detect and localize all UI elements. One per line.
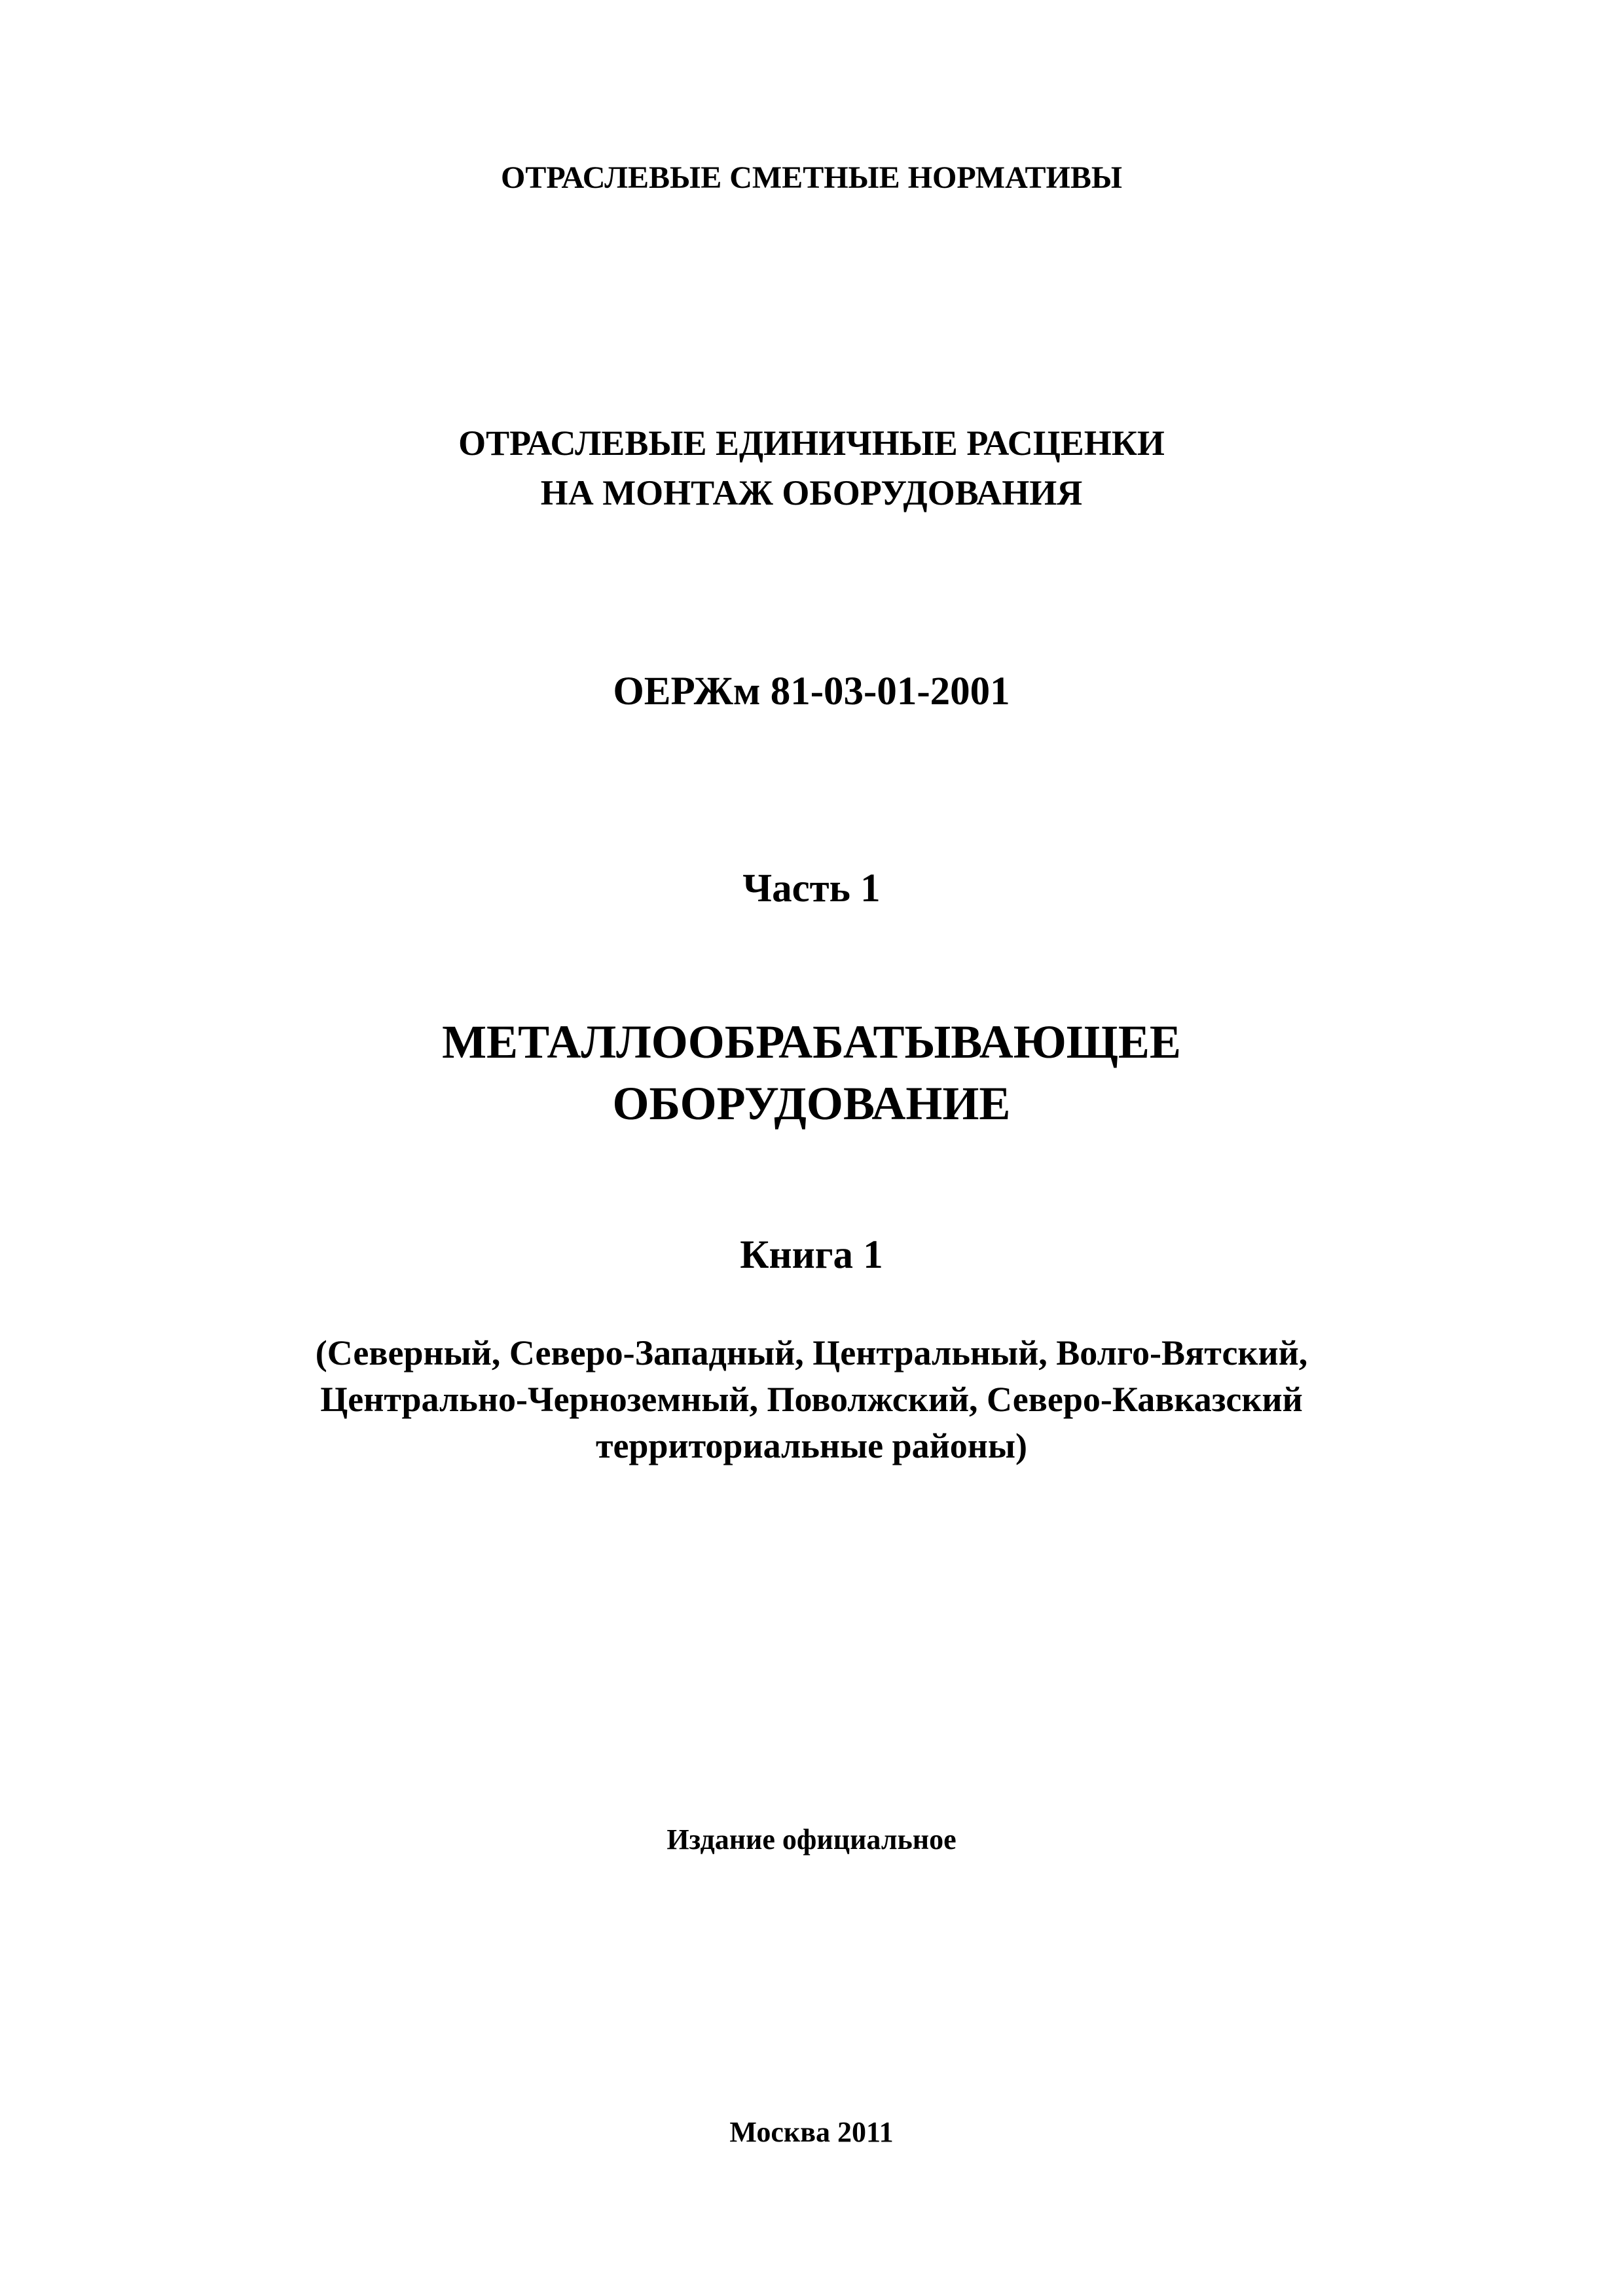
- edition-label: Издание официальное: [666, 1823, 957, 1856]
- part-label: Часть 1: [742, 867, 881, 910]
- regions-line-2: Центрально-Черноземный, Поволжский, Северо-Кавказский: [320, 1380, 1303, 1419]
- subject-title-line-2: ОБОРУДОВАНИЕ: [612, 1077, 1011, 1130]
- document-title-line-1: ОТРАСЛЕВЫЕ ЕДИНИЧНЫЕ РАСЦЕНКИ: [458, 423, 1165, 463]
- place-and-year: Москва 2011: [729, 2116, 894, 2148]
- subject-title-line-1: МЕТАЛЛООБРАБАТЫВАЮЩЕЕ: [442, 1016, 1181, 1068]
- document-code: ОЕРЖм 81-03-01-2001: [613, 670, 1010, 713]
- series-heading: ОТРАСЛЕВЫЕ СМЕТНЫЕ НОРМАТИВЫ: [500, 160, 1123, 195]
- document-title-line-2: НА МОНТАЖ ОБОРУДОВАНИЯ: [540, 473, 1083, 512]
- regions-line-3: территориальные районы): [595, 1426, 1028, 1465]
- book-label: Книга 1: [740, 1233, 883, 1277]
- regions-line-1: (Северный, Северо-Западный, Центральный, Волго-Вятский,: [315, 1333, 1308, 1372]
